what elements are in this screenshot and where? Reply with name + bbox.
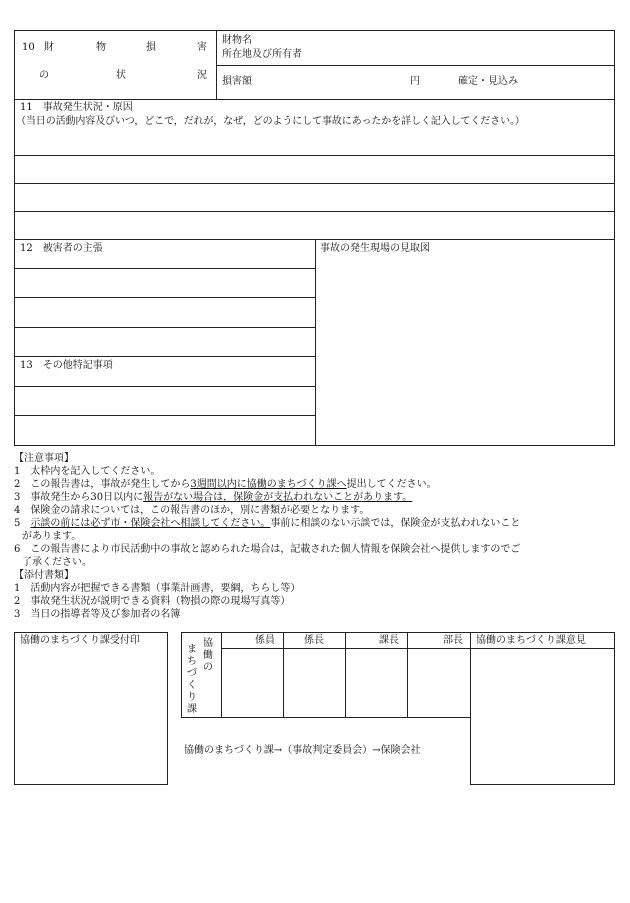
label-10-char3: 損 <box>146 42 156 53</box>
section13-line-1[interactable] <box>14 386 315 387</box>
note-5-cont: があります。 <box>22 531 82 542</box>
damage-amount-label: 損害額 <box>222 76 252 87</box>
note-6-cont: 了承ください。 <box>22 557 92 568</box>
section13-title: 13 その他特記事項 <box>20 360 113 371</box>
note-2: 2 この報告書は，事故が発生してから3週間以内に協働のまちづくり課へ提出してください。 <box>14 479 437 490</box>
attachment-1: 1 活動内容が把握できる書類（事業計画書，要綱，ちらし等） <box>14 583 301 594</box>
sketch-title: 事故の発生現場の見取図 <box>320 243 430 254</box>
section12-line-3[interactable] <box>14 327 315 328</box>
notes-heading: 【注意事項】 <box>14 453 74 464</box>
section11-title: 11 事故発生状況・原因 <box>20 102 133 113</box>
section12-title: 12 被害者の主張 <box>20 243 103 254</box>
label-10-num: 10 <box>22 42 35 53</box>
stamp-cell-manager[interactable] <box>346 649 407 717</box>
stamp-header-staff: 係員 <box>255 635 275 646</box>
stamp-header-chief: 係長 <box>304 635 324 646</box>
sketch-area[interactable] <box>316 256 614 445</box>
section11-line-2[interactable] <box>14 183 615 184</box>
note-1: 1 太枠内を記入してください。 <box>14 466 161 477</box>
section11-instructions: （当日の活動内容及びいつ，どこで，だれが，なぜ，どのようにして事故にあったかを詳しく記入してください。） <box>16 116 525 127</box>
label-10-char1: 財 <box>44 42 54 53</box>
stamp-header-manager: 課長 <box>379 635 399 646</box>
dept-vertical-label: 協 働 の ま ち づ く り 課 <box>187 638 213 715</box>
property-damage-label-cell <box>14 30 217 99</box>
opinion-label: 協働のまちづくり課意見 <box>476 635 586 646</box>
reception-stamp-label: 協働のまちづくり課受付印 <box>20 635 140 646</box>
workflow-text: 協働のまちづくり課→（事故判定委員会）→保険会社 <box>184 745 421 756</box>
stamp-cell-chief[interactable] <box>284 649 345 717</box>
section11-line-1[interactable] <box>14 155 615 156</box>
stamp-cell-staff[interactable] <box>222 649 283 717</box>
label-10-char4: 害 <box>197 42 207 53</box>
section11-box <box>14 99 615 100</box>
attachment-3: 3 当日の指導者等及び参加者の名簿 <box>14 609 181 620</box>
stamp-header-director: 部長 <box>443 635 463 646</box>
yen-unit: 円 <box>410 76 420 87</box>
property-name-label: 財物名 <box>222 35 252 46</box>
attachments-heading: 【添付書類】 <box>14 570 74 581</box>
stamp-cell-director[interactable] <box>408 649 470 717</box>
label-10-char2: 物 <box>96 42 106 53</box>
section13-line-2[interactable] <box>14 415 315 416</box>
confirm-estimate-label: 確定・見込み <box>458 76 518 87</box>
section11-line-3[interactable] <box>14 211 615 212</box>
reception-stamp-box[interactable] <box>14 632 168 785</box>
note-4: 4 保険金の請求については，この報告書のほか，別に書類が必要となります。 <box>14 505 370 516</box>
label-10-char7: 況 <box>197 70 207 81</box>
attachment-2: 2 事故発生状況が説明できる資料（物損の際の現場写真等） <box>14 596 291 607</box>
opinion-box[interactable] <box>470 632 615 785</box>
note-5: 5 示談の前には必ず市・保険会社へ相談してください。事前に相談のない示談では，保険金が支払われないこと <box>14 518 521 529</box>
label-10-char6: 状 <box>116 70 126 81</box>
section13-top <box>14 356 315 357</box>
section12-line-2[interactable] <box>14 297 315 298</box>
note-6: 6 この報告書により市民活動中の事故と認められた場合は，記載された個人情報を保険会社へ提供しますのでご <box>14 544 521 555</box>
note-3: 3 事故発生から30日以内に報告がない場合は，保険金が支払われないことがあります。 <box>14 492 413 503</box>
property-location-label: 所在地及び所有者 <box>222 49 302 60</box>
opinion-header-divider <box>470 648 615 649</box>
section12-line-1[interactable] <box>14 268 315 269</box>
label-10-char5: の <box>39 70 49 81</box>
